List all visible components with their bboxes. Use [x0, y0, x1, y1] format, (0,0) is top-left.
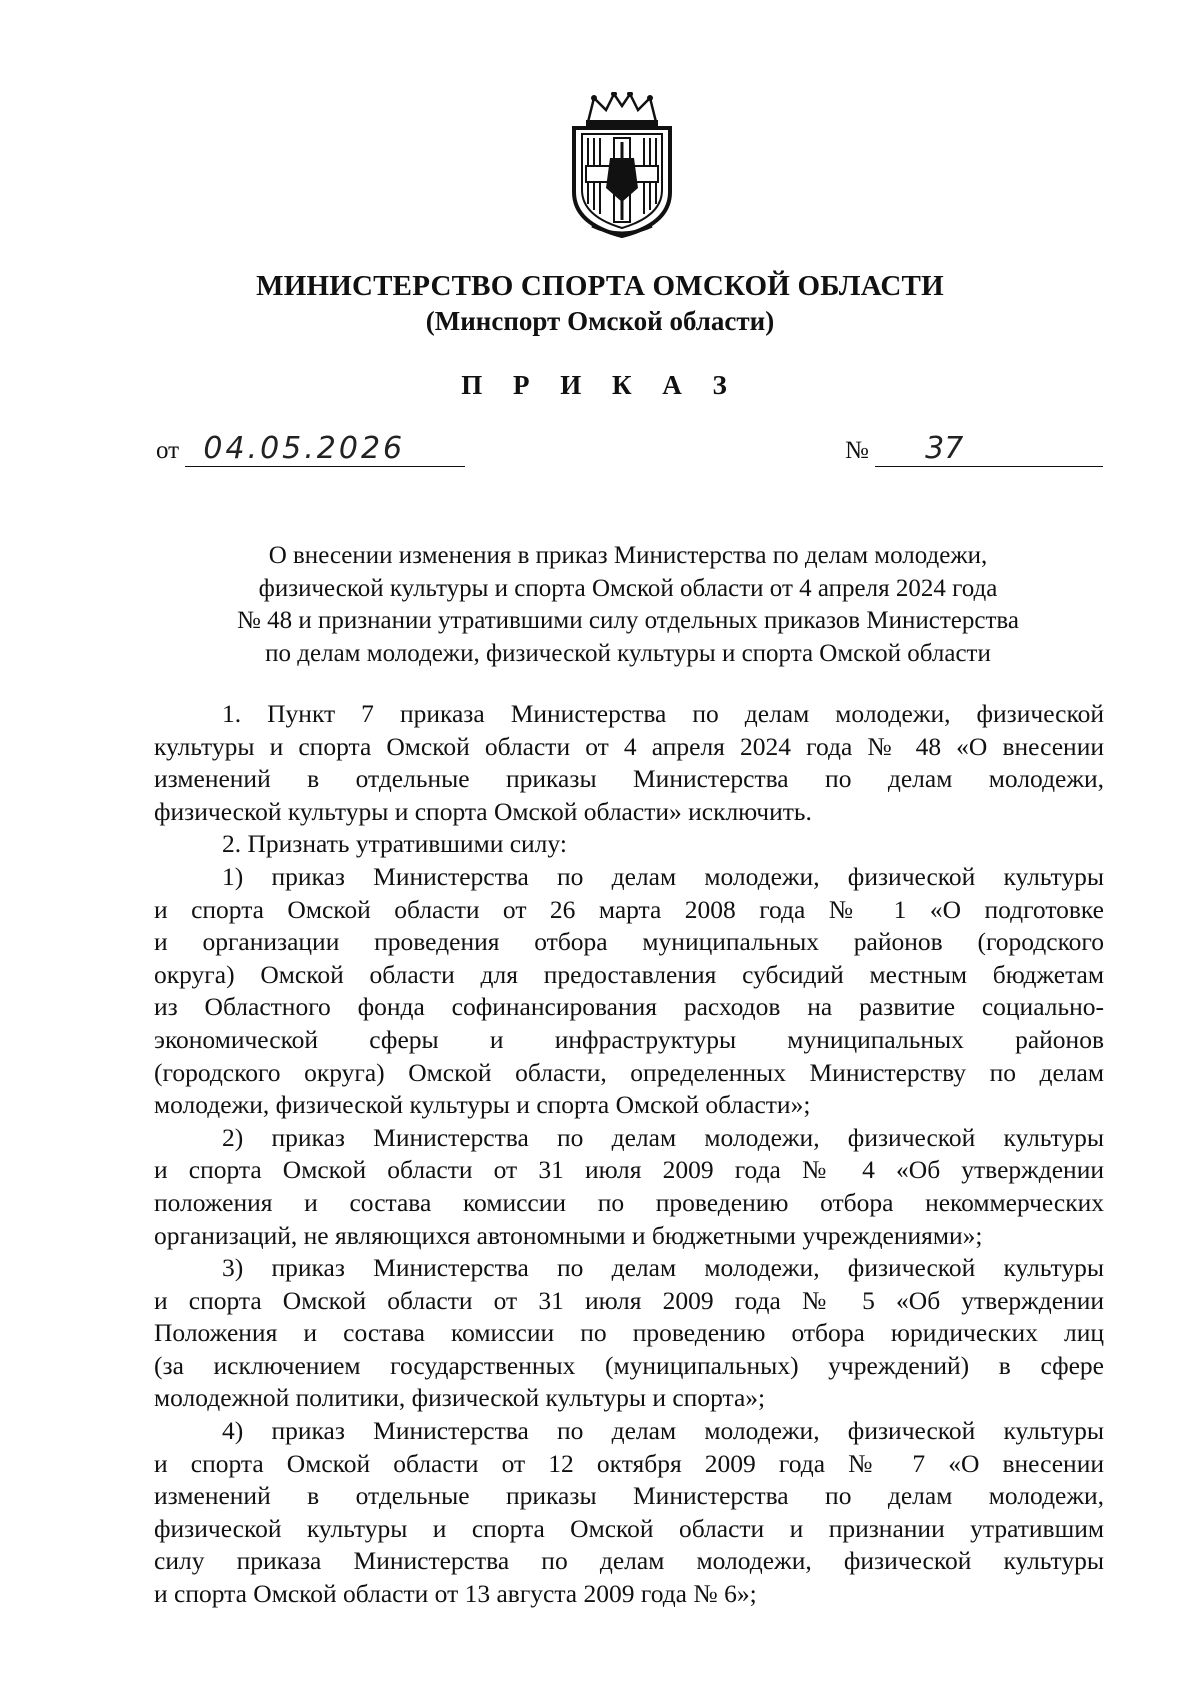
body-line: силу приказа Министерства по делам молодежи, физической культуры	[154, 1546, 1104, 1576]
body-line: изменений в отдельные приказы Министерства по делам молодежи,	[154, 1481, 1104, 1511]
body-line: округа) Омской области для предоставления субсидий местным бюджетам	[154, 959, 1104, 989]
body-line: и спорта Омской области от 26 марта 2008 года № 1 «О подготовке	[154, 894, 1104, 924]
body-line: изменений в отдельные приказы Министерства по делам молодежи,	[154, 764, 1104, 794]
document-body	[154, 698, 1104, 1611]
body-line: и спорта Омской области от 31 июля 2009 года № 4 «Об утверждении	[154, 1155, 1104, 1185]
body-line: (за исключением государственных (муниципальных) учреждений) в сфере	[154, 1350, 1104, 1380]
handwritten-number: 37	[875, 432, 1103, 467]
subject-line: по делам молодежи, физической культуры и спорта Омской области	[265, 639, 991, 667]
date-prefix: от	[156, 437, 180, 464]
body-line: молодежи, физической культуры и спорта Омской области»;	[154, 1090, 811, 1120]
body-line: из Областного фонда софинансирования расходов на развитие социально-	[154, 992, 1104, 1022]
body-line: экономической сферы и инфраструктуры муниципальных районов	[154, 1024, 1104, 1054]
body-line: 3) приказ Министерства по делам молодежи, физической культуры	[222, 1253, 1104, 1283]
body-line: и спорта Омской области от 31 июля 2009 года № 5 «Об утверждении	[154, 1285, 1104, 1315]
organization-name: МИНИСТЕРСТВО СПОРТА ОМСКОЙ ОБЛАСТИ	[256, 270, 944, 302]
subject-line: № 48 и признании утратившими силу отдельных приказов Министерства	[237, 607, 1019, 634]
body-line: молодежной политики, физической культуры и спорта»;	[154, 1383, 766, 1413]
body-line: и спорта Омской области от 12 октября 2009 года № 7 «О внесении	[154, 1448, 1104, 1478]
body-line: Положения и состава комиссии по проведению отбора юридических лиц	[154, 1318, 1104, 1348]
subject-line: О внесении изменения в приказ Министерства по делам молодежи,	[268, 542, 988, 569]
document-type-title: П Р И К А З	[461, 370, 739, 400]
body-line: и организации проведения отбора муниципальных районов (городского	[154, 927, 1104, 957]
number-prefix: №	[845, 437, 869, 464]
body-line: 1. Пункт 7 приказа Министерства по делам молодежи, физической	[222, 699, 1104, 728]
body-line: 2. Признать утратившими силу:	[222, 829, 567, 859]
body-line: организаций, не являющихся автономными и бюджетными учреждениями»;	[154, 1220, 983, 1250]
body-line: физической культуры и спорта Омской области» исключить.	[154, 796, 812, 826]
body-line: 4) приказ Министерства по делам молодежи, физической культуры	[222, 1416, 1104, 1446]
document-subject	[180, 540, 1076, 670]
body-line: (городского округа) Омской области, определенных Министерству по делам	[154, 1057, 1104, 1087]
coat-of-arms-icon	[566, 92, 678, 238]
body-line: 1) приказ Министерства по делам молодежи, физической культуры	[222, 861, 1104, 891]
body-line: положения и состава комиссии по проведению отбора некоммерческих	[154, 1187, 1104, 1217]
number-line	[845, 432, 1103, 467]
body-line: культуры и спорта Омской области от 4 апреля 2024 года № 48 «О внесении	[154, 731, 1104, 761]
body-line: физической культуры и спорта Омской области и признании утратившим	[154, 1513, 1104, 1543]
coat-of-arms-emblem	[566, 92, 678, 238]
body-line: 2) приказ Министерства по делам молодежи, физической культуры	[222, 1122, 1104, 1152]
subject-line: физической культуры и спорта Омской области от 4 апреля 2024 года	[258, 574, 998, 602]
handwritten-date: 04.05.2026	[185, 432, 465, 467]
body-line: и спорта Омской области от 13 августа 2009 года № 6»;	[154, 1579, 757, 1609]
organization-short-name: (Минспорт Омской области)	[425, 306, 775, 336]
date-line	[156, 432, 465, 467]
